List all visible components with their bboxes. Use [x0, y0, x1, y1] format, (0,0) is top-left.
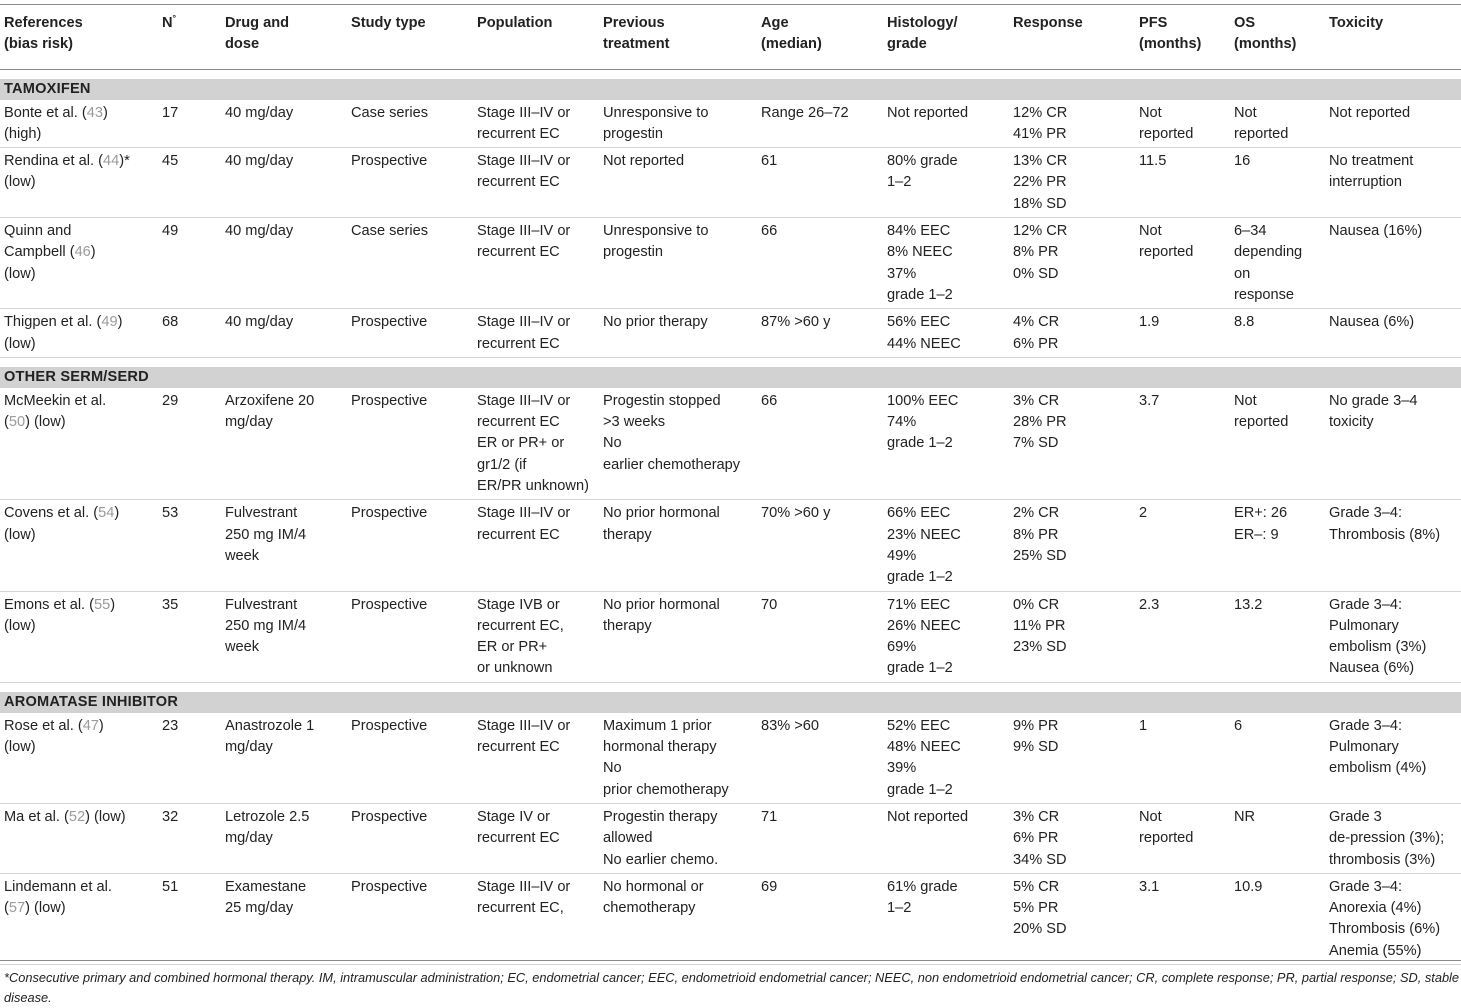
column-header-label: Drug and dose — [225, 15, 290, 53]
cell-os: 10.9 — [1230, 873, 1325, 964]
cell-previous: Unresponsive to progestin — [599, 218, 757, 309]
cell-toxicity: Grade 3 de-pression (3%); thrombosis (3%) — [1325, 803, 1461, 873]
cell-previous: No prior hormonal therapy — [599, 591, 757, 682]
cell-histology: 52% EEC 48% NEEC 39% grade 1–2 — [883, 713, 1009, 804]
table-row — [0, 148, 1461, 218]
cell-population: Stage III–IV or recurrent EC — [473, 218, 599, 309]
cell-ref — [0, 591, 158, 682]
cell-os: 6 — [1230, 713, 1325, 804]
table-row — [0, 500, 1461, 591]
ref-bias-risk: ) (low) — [4, 244, 96, 282]
column-header-label: Previous treatment — [603, 15, 670, 53]
ref-bias-risk: ) (low) — [85, 808, 126, 825]
cell-drug: 40 mg/day — [221, 309, 347, 358]
cell-age: 66 — [757, 218, 883, 309]
ref-citation-link[interactable]: 54 — [98, 505, 115, 522]
column-header-age — [757, 5, 883, 70]
cell-study: Prospective — [347, 591, 473, 682]
cell-previous: No hormonal or chemotherapy — [599, 873, 757, 964]
cell-toxicity: Grade 3–4: Pulmonary embolism (3%) Nausea (6%) — [1325, 591, 1461, 682]
section-spacer — [0, 357, 1461, 367]
cell-drug: Anastrozole 1 mg/day — [221, 713, 347, 804]
table-row — [0, 713, 1461, 804]
cell-pfs: 1.9 — [1135, 309, 1230, 358]
studies-table — [0, 4, 1461, 965]
cell-previous: Unresponsive to progestin — [599, 100, 757, 148]
cell-previous: Maximum 1 prior hormonal therapy No prior chemotherapy — [599, 713, 757, 804]
section-header-row — [0, 79, 1461, 100]
cell-pfs: 1 — [1135, 713, 1230, 804]
column-header-label: Response — [1013, 15, 1083, 31]
cell-response: 4% CR 6% PR — [1009, 309, 1135, 358]
cell-n: 29 — [158, 388, 221, 500]
cell-n: 17 — [158, 100, 221, 148]
column-header-label: References (bias risk) — [4, 15, 83, 53]
cell-age: 66 — [757, 388, 883, 500]
cell-population: Stage III–IV or recurrent EC — [473, 100, 599, 148]
cell-toxicity: Grade 3–4: Thrombosis (8%) — [1325, 500, 1461, 591]
ref-bias-risk: ) (high) — [4, 104, 108, 142]
cell-ref — [0, 148, 158, 218]
cell-population: Stage IVB or recurrent EC, ER or PR+ or unknown — [473, 591, 599, 682]
cell-drug: Letrozole 2.5 mg/day — [221, 803, 347, 873]
cell-age: Range 26–72 — [757, 100, 883, 148]
cell-previous: No prior hormonal therapy — [599, 500, 757, 591]
cell-study: Prospective — [347, 148, 473, 218]
ref-author: Covens et al. ( — [4, 505, 99, 522]
section-header-row — [0, 692, 1461, 713]
cell-response: 9% PR 9% SD — [1009, 713, 1135, 804]
cell-population: Stage III–IV or recurrent EC — [473, 309, 599, 358]
cell-study: Prospective — [347, 803, 473, 873]
cell-previous: Progestin stopped >3 weeks No earlier chemotherapy — [599, 388, 757, 500]
ref-bias-risk: ) (low) — [25, 414, 66, 431]
section-header-row — [0, 367, 1461, 388]
ref-author: Rose et al. ( — [4, 717, 83, 734]
footnote: *Consecutive primary and combined hormonal therapy. IM, intramuscular administration; EC, endometrial cancer; EEC, endometrioid endometrial cancer; NEEC, non endometrioid endometrial cancer; CR, complete response; PR, partial response; SD, stable disease. — [0, 960, 1461, 1008]
ref-citation-link[interactable]: 50 — [8, 414, 26, 431]
ref-citation-link[interactable]: 52 — [68, 808, 86, 825]
cell-ref — [0, 803, 158, 873]
cell-pfs: Not reported — [1135, 803, 1230, 873]
column-header-population — [473, 5, 599, 70]
cell-toxicity: No treatment interruption — [1325, 148, 1461, 218]
cell-histology: Not reported — [883, 100, 1009, 148]
cell-histology: 100% EEC 74% grade 1–2 — [883, 388, 1009, 500]
cell-pfs: Not reported — [1135, 218, 1230, 309]
cell-previous: No prior therapy — [599, 309, 757, 358]
cell-n: 35 — [158, 591, 221, 682]
cell-study: Case series — [347, 100, 473, 148]
column-header-previous — [599, 5, 757, 70]
cell-os: ER+: 26 ER–: 9 — [1230, 500, 1325, 591]
spacer-cell — [0, 357, 1461, 367]
cell-n: 32 — [158, 803, 221, 873]
section-title: TAMOXIFEN — [0, 79, 1461, 100]
cell-pfs: 11.5 — [1135, 148, 1230, 218]
section-spacer — [0, 69, 1461, 79]
section-title: OTHER SERM/SERD — [0, 367, 1461, 388]
cell-drug: Arzoxifene 20 mg/day — [221, 388, 347, 500]
column-header-label: PFS (months) — [1139, 15, 1202, 53]
cell-n: 68 — [158, 309, 221, 358]
ref-citation-link[interactable]: 43 — [86, 104, 103, 121]
column-header-os — [1230, 5, 1325, 70]
cell-ref — [0, 500, 158, 591]
cell-pfs: 3.7 — [1135, 388, 1230, 500]
cell-os: 13.2 — [1230, 591, 1325, 682]
cell-os: Not reported — [1230, 388, 1325, 500]
cell-drug: Fulvestrant 250 mg IM/4 week — [221, 591, 347, 682]
table-row — [0, 388, 1461, 500]
cell-previous: Not reported — [599, 148, 757, 218]
ref-bias-risk: ) (low) — [25, 900, 66, 917]
ref-author: Ma et al. ( — [4, 808, 69, 825]
table-row — [0, 309, 1461, 358]
cell-age: 71 — [757, 803, 883, 873]
cell-n: 23 — [158, 713, 221, 804]
cell-age: 69 — [757, 873, 883, 964]
header-row — [0, 5, 1461, 70]
cell-os: 16 — [1230, 148, 1325, 218]
column-header-n — [158, 5, 221, 70]
cell-ref — [0, 100, 158, 148]
cell-pfs: 3.1 — [1135, 873, 1230, 964]
cell-os: 6–34 depending on response — [1230, 218, 1325, 309]
cell-toxicity: Nausea (6%) — [1325, 309, 1461, 358]
degree-sign: ° — [172, 13, 177, 23]
cell-toxicity: Not reported — [1325, 100, 1461, 148]
ref-bias-risk: ) (low) — [4, 314, 123, 352]
column-header-label: N° — [162, 13, 177, 31]
spacer-cell — [0, 69, 1461, 79]
cell-drug: 40 mg/day — [221, 218, 347, 309]
cell-toxicity: Grade 3–4: Pulmonary embolism (4%) — [1325, 713, 1461, 804]
ref-citation-link[interactable]: 57 — [8, 900, 26, 917]
cell-os: NR — [1230, 803, 1325, 873]
ref-author: Thigpen et al. ( — [4, 314, 102, 331]
cell-age: 70% >60 y — [757, 500, 883, 591]
ref-citation-link[interactable]: 47 — [82, 717, 99, 734]
cell-drug: 40 mg/day — [221, 148, 347, 218]
column-header-drug — [221, 5, 347, 70]
cell-study: Prospective — [347, 873, 473, 964]
ref-author: Lindemann et al. ( — [4, 878, 112, 917]
column-header-study — [347, 5, 473, 70]
table-row — [0, 100, 1461, 148]
cell-study: Prospective — [347, 388, 473, 500]
cell-drug: 40 mg/day — [221, 100, 347, 148]
ref-citation-link[interactable]: 49 — [101, 314, 118, 331]
cell-response: 3% CR 28% PR 7% SD — [1009, 388, 1135, 500]
cell-response: 12% CR 8% PR 0% SD — [1009, 218, 1135, 309]
cell-histology: 66% EEC 23% NEEC 49% grade 1–2 — [883, 500, 1009, 591]
column-header-label: OS (months) — [1234, 15, 1297, 53]
cell-ref — [0, 218, 158, 309]
cell-ref — [0, 873, 158, 964]
cell-age: 87% >60 y — [757, 309, 883, 358]
cell-n: 53 — [158, 500, 221, 591]
column-header-toxicity — [1325, 5, 1461, 70]
ref-author: Quinn and Campbell ( — [4, 223, 75, 261]
cell-study: Case series — [347, 218, 473, 309]
ref-citation-link[interactable]: 55 — [94, 596, 111, 613]
cell-response: 13% CR 22% PR 18% SD — [1009, 148, 1135, 218]
cell-drug: Fulvestrant 250 mg IM/4 week — [221, 500, 347, 591]
cell-histology: 71% EEC 26% NEEC 69% grade 1–2 — [883, 591, 1009, 682]
cell-n: 49 — [158, 218, 221, 309]
column-header-label: Age (median) — [761, 15, 822, 53]
ref-bias-risk: ) (low) — [4, 717, 104, 756]
cell-pfs: 2 — [1135, 500, 1230, 591]
cell-histology: 80% grade 1–2 — [883, 148, 1009, 218]
ref-author: Rendina et al. ( — [4, 153, 103, 170]
column-header-histology — [883, 5, 1009, 70]
cell-study: Prospective — [347, 500, 473, 591]
cell-population: Stage III–IV or recurrent EC, — [473, 873, 599, 964]
cell-age: 70 — [757, 591, 883, 682]
table-row — [0, 873, 1461, 964]
table-row — [0, 218, 1461, 309]
cell-population: Stage III–IV or recurrent EC — [473, 148, 599, 218]
column-header-label: Histology/ grade — [887, 15, 958, 53]
ref-author: Bonte et al. ( — [4, 104, 87, 121]
cell-n: 51 — [158, 873, 221, 964]
cell-pfs: Not reported — [1135, 100, 1230, 148]
ref-author: McMeekin et al. ( — [4, 392, 107, 431]
cell-os: Not reported — [1230, 100, 1325, 148]
cell-response: 5% CR 5% PR 20% SD — [1009, 873, 1135, 964]
column-header-pfs — [1135, 5, 1230, 70]
ref-bias-risk: ) (low) — [4, 505, 120, 543]
ref-bias-risk: ) (low) — [4, 596, 116, 634]
cell-previous: Progestin therapy allowed No earlier chemo. — [599, 803, 757, 873]
cell-population: Stage III–IV or recurrent EC ER or PR+ or gr1/2 (if ER/PR unknown) — [473, 388, 599, 500]
ref-citation-link[interactable]: 46 — [74, 244, 91, 261]
column-header-label: Study type — [351, 15, 426, 31]
table-body — [0, 69, 1461, 964]
cell-response: 2% CR 8% PR 25% SD — [1009, 500, 1135, 591]
column-header-ref — [0, 5, 158, 70]
cell-study: Prospective — [347, 713, 473, 804]
cell-population: Stage IV or recurrent EC — [473, 803, 599, 873]
cell-toxicity: No grade 3–4 toxicity — [1325, 388, 1461, 500]
cell-response: 0% CR 11% PR 23% SD — [1009, 591, 1135, 682]
cell-os: 8.8 — [1230, 309, 1325, 358]
ref-citation-link[interactable]: 44 — [102, 153, 120, 170]
section-title: AROMATASE INHIBITOR — [0, 692, 1461, 713]
cell-histology: Not reported — [883, 803, 1009, 873]
column-header-label: Toxicity — [1329, 15, 1384, 31]
cell-ref — [0, 309, 158, 358]
cell-histology: 61% grade 1–2 — [883, 873, 1009, 964]
cell-ref — [0, 388, 158, 500]
cell-response: 12% CR 41% PR — [1009, 100, 1135, 148]
cell-toxicity: Nausea (16%) — [1325, 218, 1461, 309]
section-spacer — [0, 682, 1461, 692]
cell-histology: 56% EEC 44% NEEC — [883, 309, 1009, 358]
spacer-cell — [0, 682, 1461, 692]
column-header-label: Population — [477, 15, 553, 31]
cell-toxicity: Grade 3–4: Anorexia (4%) Thrombosis (6%) Anemia (55%) — [1325, 873, 1461, 964]
cell-ref — [0, 713, 158, 804]
ref-author: Emons et al. ( — [4, 596, 95, 613]
cell-pfs: 2.3 — [1135, 591, 1230, 682]
cell-population: Stage III–IV or recurrent EC — [473, 713, 599, 804]
cell-age: 61 — [757, 148, 883, 218]
cell-population: Stage III–IV or recurrent EC — [473, 500, 599, 591]
cell-age: 83% >60 — [757, 713, 883, 804]
cell-histology: 84% EEC 8% NEEC 37% grade 1–2 — [883, 218, 1009, 309]
cell-n: 45 — [158, 148, 221, 218]
cell-response: 3% CR 6% PR 34% SD — [1009, 803, 1135, 873]
ref-bias-risk: )* (low) — [4, 153, 130, 191]
cell-study: Prospective — [347, 309, 473, 358]
table-row — [0, 591, 1461, 682]
cell-drug: Examestane 25 mg/day — [221, 873, 347, 964]
table-row — [0, 803, 1461, 873]
column-header-response — [1009, 5, 1135, 70]
